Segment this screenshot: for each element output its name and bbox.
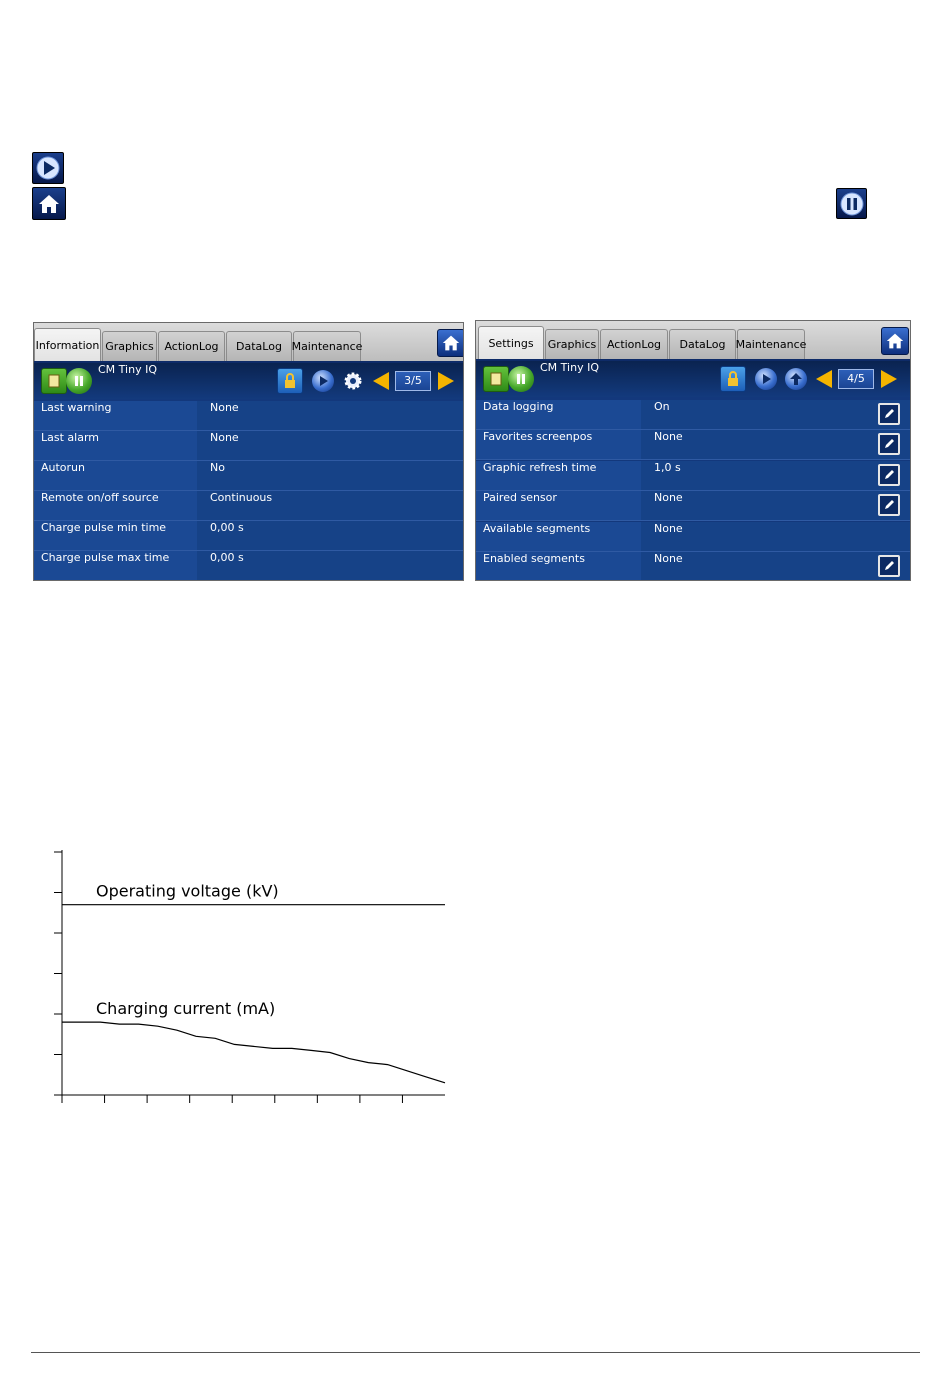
row-label: Last warning	[41, 401, 112, 414]
row-value: 1,0 s	[654, 461, 681, 474]
footer-divider	[31, 1352, 920, 1353]
next-page-icon[interactable]	[437, 371, 455, 391]
device-icon	[46, 373, 62, 389]
row-label: Autorun	[41, 461, 86, 474]
settings-button[interactable]	[342, 370, 364, 392]
row-label: Data logging	[483, 400, 554, 413]
tab-graphics[interactable]: Graphics	[102, 331, 157, 361]
tab-maintenance[interactable]: Maintenance	[293, 331, 361, 361]
home-icon	[441, 334, 461, 352]
device-name: CM Tiny IQ	[98, 363, 157, 376]
row-label: Available segments	[483, 522, 591, 535]
pencil-icon	[883, 499, 895, 511]
device-toolbar	[34, 363, 463, 399]
page-indicator: 4/5	[838, 369, 874, 389]
gear-icon	[342, 370, 364, 392]
row-value: On	[654, 400, 670, 413]
information-panel	[33, 322, 464, 581]
list-item[interactable]	[34, 491, 463, 521]
tab-bar	[34, 323, 463, 363]
row-value: 0,00 s	[210, 551, 244, 564]
row-value: None	[654, 522, 683, 535]
device-button[interactable]	[41, 368, 67, 394]
play-button[interactable]	[755, 368, 777, 390]
tab-actionlog[interactable]: ActionLog	[600, 329, 668, 359]
tab-datalog[interactable]: DataLog	[669, 329, 736, 359]
row-label: Charge pulse max time	[41, 551, 170, 564]
list-item[interactable]	[476, 461, 910, 491]
tab-graphics[interactable]: Graphics	[545, 329, 599, 359]
next-page-icon[interactable]	[880, 369, 898, 389]
list-item[interactable]	[34, 401, 463, 431]
series-line-1	[62, 1022, 445, 1083]
home-button[interactable]	[437, 329, 464, 357]
lock-button[interactable]	[277, 368, 303, 394]
pencil-icon	[883, 469, 895, 481]
device-button[interactable]	[483, 366, 509, 392]
row-label: Enabled segments	[483, 552, 585, 565]
list-item[interactable]	[34, 431, 463, 461]
lock-icon	[724, 370, 742, 388]
pause-icon	[836, 188, 867, 219]
home-icon	[32, 187, 66, 220]
device-toolbar	[476, 361, 910, 397]
edit-button[interactable]	[878, 403, 900, 425]
pencil-icon	[883, 560, 895, 572]
list-item[interactable]	[34, 551, 463, 581]
row-value: None	[654, 491, 683, 504]
pencil-icon	[883, 408, 895, 420]
series-label-0: Operating voltage (kV)	[96, 881, 279, 901]
row-value: None	[210, 431, 239, 444]
row-label: Paired sensor	[483, 491, 557, 504]
edit-button[interactable]	[878, 433, 900, 455]
play-icon	[316, 374, 330, 388]
row-value: Continuous	[210, 491, 273, 504]
info-list	[34, 399, 463, 580]
edit-button[interactable]	[878, 494, 900, 516]
home-button[interactable]	[881, 327, 909, 355]
chart-labels	[96, 882, 279, 1018]
page-indicator: 3/5	[395, 371, 431, 391]
row-label: Charge pulse min time	[41, 521, 167, 534]
device-icon	[488, 371, 504, 387]
arrow-up-icon	[789, 372, 803, 386]
list-item[interactable]	[34, 461, 463, 491]
list-item[interactable]	[476, 430, 910, 460]
row-label: Last alarm	[41, 431, 99, 444]
chart-series	[62, 905, 445, 1083]
play-icon	[759, 372, 773, 386]
voltage-current-chart	[40, 840, 460, 1110]
edit-button[interactable]	[878, 464, 900, 486]
row-label: Graphic refresh time	[483, 461, 597, 474]
row-value: None	[654, 430, 683, 443]
edit-button[interactable]	[878, 555, 900, 577]
list-item	[476, 522, 910, 552]
device-name: CM Tiny IQ	[540, 361, 599, 374]
series-label-1: Charging current (mA)	[96, 999, 276, 1019]
tab-settings[interactable]: Settings	[478, 326, 544, 359]
lock-button[interactable]	[720, 366, 746, 392]
pause-icon	[72, 374, 86, 388]
list-item[interactable]	[476, 552, 910, 581]
play-icon	[32, 152, 64, 184]
previous-page-icon[interactable]	[372, 371, 390, 391]
settings-panel	[475, 320, 911, 581]
home-icon	[885, 332, 905, 350]
row-value: None	[654, 552, 683, 565]
upload-button[interactable]	[785, 368, 807, 390]
previous-page-icon[interactable]	[815, 369, 833, 389]
list-item[interactable]	[34, 521, 463, 551]
lock-icon	[281, 372, 299, 390]
pause-button[interactable]	[508, 366, 534, 392]
tab-actionlog[interactable]: ActionLog	[158, 331, 225, 361]
row-value: None	[210, 401, 239, 414]
list-item[interactable]	[476, 491, 910, 521]
list-item[interactable]	[476, 400, 910, 430]
pencil-icon	[883, 438, 895, 450]
row-label: Favorites screenpos	[483, 430, 593, 443]
tab-datalog[interactable]: DataLog	[226, 331, 292, 361]
row-value: No	[210, 461, 225, 474]
pause-button[interactable]	[66, 368, 92, 394]
pause-icon	[514, 372, 528, 386]
row-label: Remote on/off source	[41, 491, 159, 504]
play-button[interactable]	[312, 370, 334, 392]
settings-list	[476, 397, 910, 580]
tab-bar	[476, 321, 910, 361]
tab-information[interactable]: Information	[34, 328, 101, 361]
row-value: 0,00 s	[210, 521, 244, 534]
tab-maintenance[interactable]: Maintenance	[737, 329, 805, 359]
